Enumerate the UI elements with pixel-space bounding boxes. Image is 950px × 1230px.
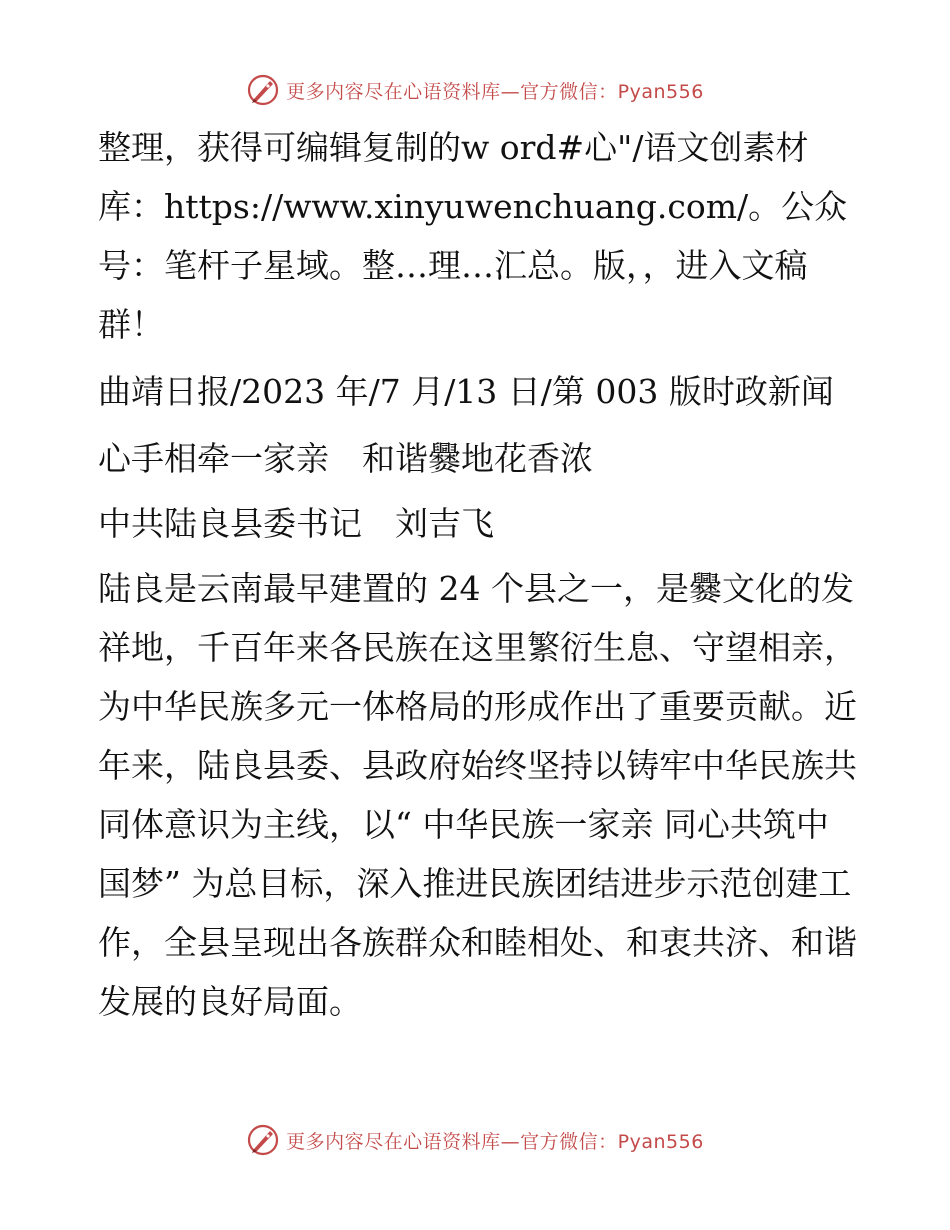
header-banner	[0, 70, 950, 110]
article-title: 心手相牵一家亲 和谐爨地花香浓	[98, 439, 593, 478]
article-author: 中共陆良县委书记 刘吉飞	[98, 504, 494, 543]
quill-pen-icon	[246, 1123, 280, 1157]
intro-paragraph: 整理，获得可编辑复制的w ord#心"/语文创素材库：https://www.xinyuwenchuang.com/。公众号：笔杆子星域。整…理…汇总。版，，进入文稿群！	[98, 128, 848, 344]
source-line: 曲靖日报/2023 年/7 月/13 日/第 003 版时政新闻	[98, 372, 834, 411]
body-paragraph: 陆良是云南最早建置的 24 个县之一，是爨文化的发祥地，千百年来各民族在这里繁衍生息、守望相亲，为中华民族多元一体格局的形成作出了重要贡献。近年来，陆良县委、县政府始终坚持以铸牢中华民族共同体意识为主线，以“ 中华民族一家亲 同心共筑中国梦” 为总目标，深入推进民族团结进步示范创建工作，全县呈现出各族群众和睦相处、和衷共济、和谐发展的良好局面。	[98, 569, 857, 1021]
footer-banner	[0, 1120, 950, 1160]
header-banner-text: 更多内容尽在心语资料库—官方微信：Pyan556	[286, 80, 704, 103]
footer-banner-text: 更多内容尽在心语资料库—官方微信：Pyan556	[286, 1130, 704, 1153]
quill-pen-icon	[246, 73, 280, 107]
document-body	[98, 118, 858, 1039]
